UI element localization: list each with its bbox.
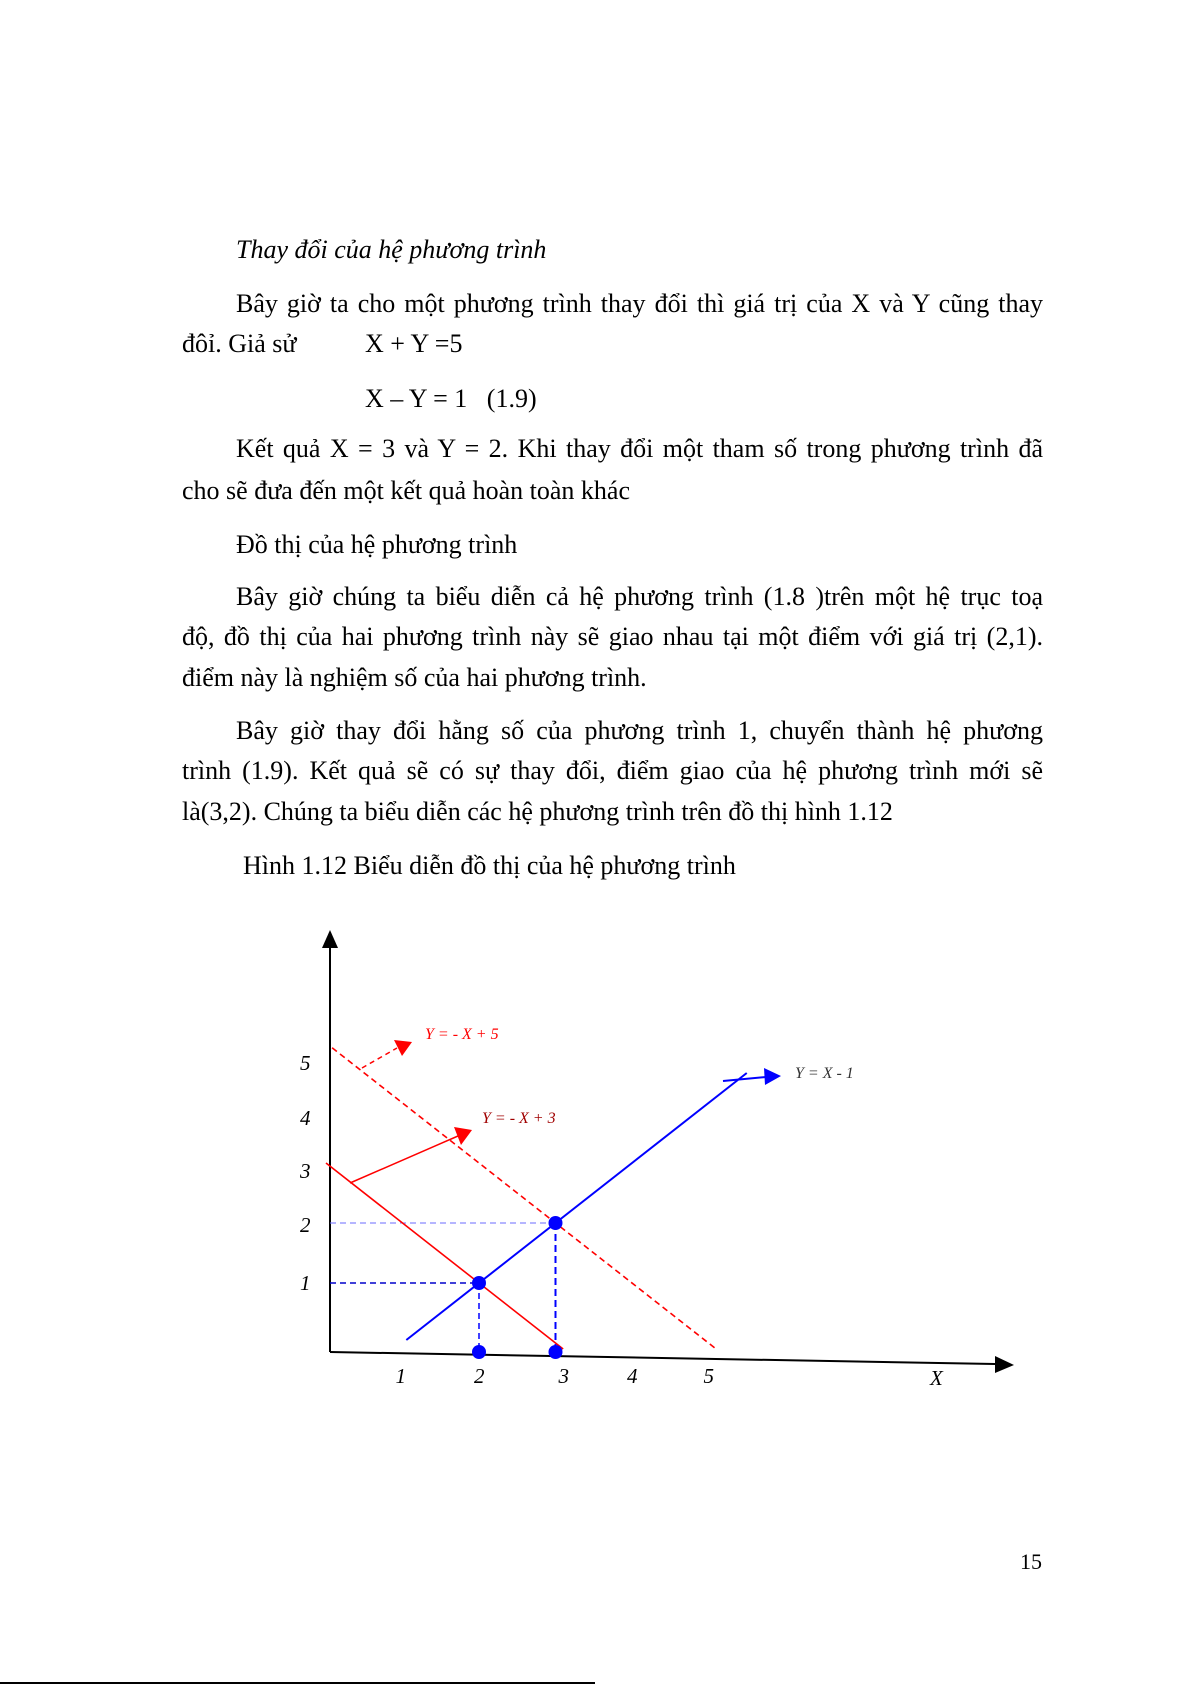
- equation-1: X + Y =5: [365, 329, 463, 358]
- data-point-3: [549, 1345, 563, 1359]
- series-line-1: [326, 1163, 563, 1349]
- pointer-arrow-y-neg-x-plus-3: [350, 1136, 458, 1183]
- y-tick-label: 2: [300, 1213, 311, 1237]
- figure-caption: Hình 1.12 Biểu diễn đồ thị của hệ phương trình: [243, 851, 736, 880]
- x-axis-label: X: [930, 1366, 943, 1390]
- x-axis: [330, 1352, 995, 1364]
- x-tick-label: 4: [627, 1364, 638, 1388]
- x-tick-label: 3: [558, 1364, 569, 1388]
- label-y-neg-x-plus-5: Y = - X + 5: [425, 1026, 499, 1043]
- paragraph-2-line-1: Kết quả X = 3 và Y = 2. Khi thay đổi một tham số trong phương trình đã: [236, 434, 1043, 463]
- x-tick-label: 5: [703, 1364, 714, 1388]
- equation-2: X – Y = 1 (1.9): [365, 384, 537, 413]
- paragraph-4-line-2: trình (1.9). Kết quả sẽ có sự thay đổi, điểm giao của hệ phương trình mới sẽ: [182, 756, 1043, 785]
- section-title: Thay đổi của hệ phương trình: [236, 235, 547, 264]
- arrowhead-icon: [764, 1068, 781, 1085]
- label-y-neg-x-plus-3: Y = - X + 3: [482, 1110, 556, 1127]
- y-tick-label: 1: [300, 1271, 311, 1295]
- paragraph-2-line-2: cho sẽ đưa đến một kết quả hoàn toàn khác: [182, 476, 631, 505]
- series-line-0: [332, 1048, 716, 1349]
- data-point-1: [549, 1216, 563, 1230]
- pointer-arrow-y-neg-x-plus-5: [362, 1048, 397, 1068]
- x-axis-arrow-icon: [995, 1356, 1014, 1373]
- footer-rule: [0, 1682, 595, 1684]
- label-y-x-minus-1: Y = X - 1: [795, 1065, 854, 1082]
- y-tick-label: 5: [300, 1051, 311, 1075]
- paragraph-1-line-2: đôỉ. Giả sử: [182, 329, 297, 358]
- y-tick-label: 4: [300, 1106, 311, 1130]
- paragraph-3-line-1: Bây giờ chúng ta biểu diễn cả hệ phương trình (1.8 )trên một hệ trục toạ: [236, 582, 1043, 611]
- pointer-arrow-y-x-minus-1: [723, 1077, 766, 1081]
- y-axis-arrow-icon: [322, 930, 338, 948]
- x-tick-label: 2: [474, 1364, 485, 1388]
- paragraph-3-line-2: độ, đồ thị của hai phương trình này sẽ giao nhau tại một điểm với giá trị (2,1).: [182, 622, 1043, 651]
- page-number: 15: [1020, 1549, 1042, 1574]
- paragraph-3-line-3: điểm này là nghiệm số của hai phương trình.: [182, 663, 647, 692]
- x-tick-label: 1: [395, 1364, 406, 1388]
- paragraph-4-line-3: là(3,2). Chúng ta biểu diễn các hệ phương trình trên đồ thị hình 1.12: [182, 797, 893, 826]
- series-line-2: [406, 1073, 746, 1340]
- subheading: Đồ thị của hệ phương trình: [236, 530, 518, 559]
- data-point-0: [472, 1276, 486, 1290]
- data-point-2: [472, 1345, 486, 1359]
- paragraph-1-line-1: Bây giờ ta cho một phương trình thay đổi thì giá trị của X và Y cũng thay: [236, 289, 1043, 318]
- y-tick-label: 3: [300, 1159, 311, 1183]
- paragraph-4-line-1: Bây giờ thay đổi hằng số của phương trình 1, chuyển thành hệ phương: [236, 716, 1043, 745]
